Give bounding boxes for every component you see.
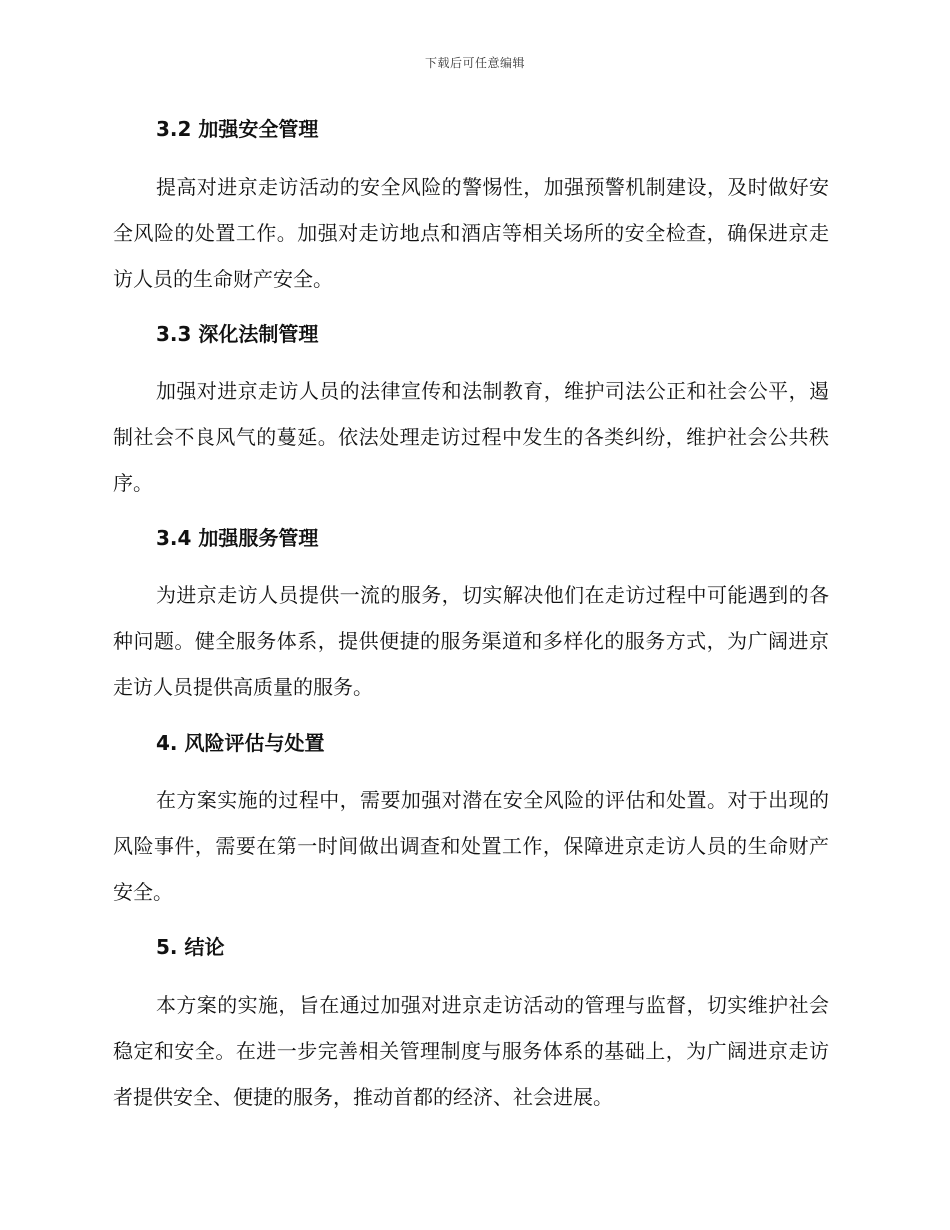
section-paragraph-3-4: 为进京走访人员提供一流的服务，切实解决他们在走访过程中可能遇到的各种问题。健全服务体系，提供便捷的服务渠道和多样化的服务方式，为广阔进京走访人员提供高质量的服务。	[113, 583, 829, 699]
section-paragraph-3-2: 提高对进京走访活动的安全风险的警惕性，加强预警机制建设，及时做好安全风险的处置工作。加强对走访地点和酒店等相关场所的安全检查，确保进京走访人员的生命财产安全。	[113, 175, 829, 291]
section-heading-3-4: 3.4 加强服务管理	[156, 526, 319, 550]
section-paragraph-4: 在方案实施的过程中，需要加强对潜在安全风险的评估和处置。对于出现的风险事件，需要在第一时间做出调查和处置工作，保障进京走访人员的生命财产安全。	[113, 788, 829, 904]
section-heading-3-3: 3.3 深化法制管理	[156, 322, 319, 346]
section-heading-3-2: 3.2 加强安全管理	[156, 117, 319, 141]
section-paragraph-5: 本方案的实施，旨在通过加强对进京走访活动的管理与监督，切实维护社会稳定和安全。在进一步完善相关管理制度与服务体系的基础上，为广阔进京走访者提供安全、便捷的服务，推动首都的经济、社会进展。	[113, 993, 829, 1109]
page-header-note: 下载后可任意编辑	[424, 56, 525, 70]
section-heading-5: 5. 结论	[156, 935, 225, 959]
section-heading-4: 4. 风险评估与处置	[156, 731, 325, 755]
section-paragraph-3-3: 加强对进京走访人员的法律宣传和法制教育，维护司法公正和社会公平，遏制社会不良风气的蔓延。依法处理走访过程中发生的各类纠纷，维护社会公共秩序。	[113, 379, 829, 495]
